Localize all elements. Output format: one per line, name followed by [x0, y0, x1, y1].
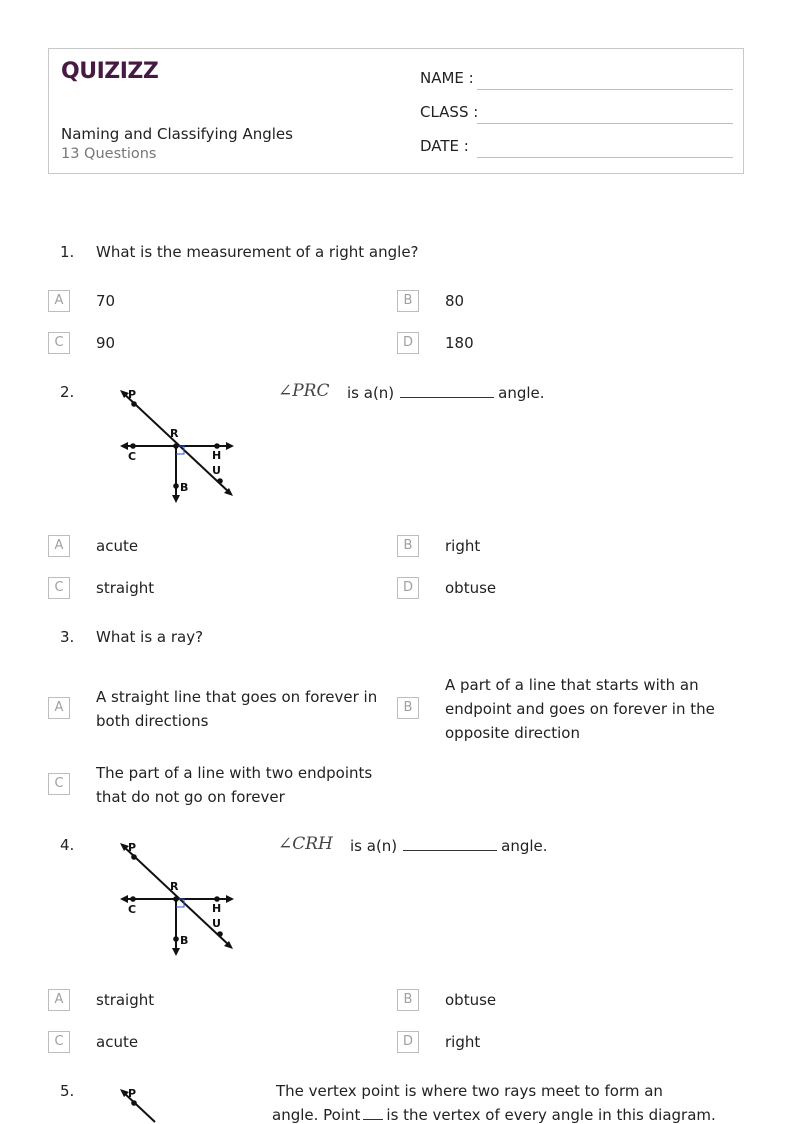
q2-label-h: H [212, 449, 222, 462]
q4-angle-expression: ∠CRH [278, 834, 333, 854]
q4-label-c: C [128, 903, 137, 916]
q1-option-b-box[interactable]: B [397, 290, 419, 312]
q5-blank [363, 1105, 383, 1120]
q4-sentence [350, 836, 548, 855]
q2-label-u: U [212, 464, 221, 477]
q5-text-pre: angle. Point [272, 1106, 361, 1124]
q4-option-c-box[interactable]: C [48, 1031, 70, 1053]
q2-label-r: R [170, 427, 179, 440]
q5-text-post: is the vertex of every angle in this diagram. [386, 1106, 716, 1124]
class-label: CLASS : [420, 103, 479, 121]
quizizz-logo: QUIZIZZ [61, 59, 159, 84]
date-label: DATE : [420, 137, 469, 155]
q2-sentence [347, 383, 545, 402]
q4-option-b-box[interactable]: B [397, 989, 419, 1011]
q4-option-d-box[interactable]: D [397, 1031, 419, 1053]
q4-option-a-text: straight [96, 991, 155, 1009]
q2-label-p: P [128, 388, 137, 401]
q2-option-d-text: obtuse [445, 579, 497, 597]
q2-option-b-text: right [445, 537, 481, 555]
q1-option-c-text: 90 [96, 334, 116, 352]
q4-option-b-text: obtuse [445, 991, 497, 1009]
question-1-text: What is the measurement of a right angle? [96, 243, 419, 261]
question-3-number: 3. [60, 628, 75, 646]
name-line [477, 89, 733, 90]
q1-option-c-box[interactable]: C [48, 332, 70, 354]
q4-label-p: P [128, 841, 137, 854]
question-3-text: What is a ray? [96, 628, 204, 646]
question-5-number: 5. [60, 1082, 75, 1100]
q5-label-p: P [128, 1087, 137, 1100]
q2-option-a-text: acute [96, 537, 139, 555]
q2-label-b: B [180, 481, 189, 494]
q1-option-a-box[interactable]: A [48, 290, 70, 312]
q2-text-post: angle. [498, 384, 545, 402]
q2-option-d-box[interactable]: D [397, 577, 419, 599]
q4-option-c-text: acute [96, 1033, 139, 1051]
q4-angle-diagram [110, 837, 240, 957]
q2-option-c-box[interactable]: C [48, 577, 70, 599]
q2-text-pre: is a(n) [347, 384, 395, 402]
question-count: 13 Questions [61, 146, 157, 162]
q1-option-d-text: 180 [445, 334, 474, 352]
q4-label-h: H [212, 902, 222, 915]
q2-angle-diagram [110, 384, 240, 504]
question-1-number: 1. [60, 243, 75, 261]
q4-text-pre: is a(n) [350, 837, 398, 855]
q4-label-u: U [212, 917, 221, 930]
q3-option-c-box[interactable]: C [48, 773, 70, 795]
q4-blank [403, 836, 497, 851]
q2-label-c: C [128, 450, 137, 463]
q1-option-a-text: 70 [96, 292, 116, 310]
q3-option-b-text: A part of a line that starts with an endpoint and goes on forever in the opposite direction [445, 676, 715, 742]
q3-option-a-text: A straight line that goes on forever in both directions [96, 688, 378, 730]
q5-angle-diagram [110, 1083, 170, 1123]
name-label: NAME : [420, 69, 474, 87]
worksheet-title: Naming and Classifying Angles [61, 125, 293, 143]
q4-label-b: B [180, 934, 189, 947]
q1-option-b-text: 80 [445, 292, 465, 310]
q2-angle-expression: ∠PRC [278, 381, 330, 401]
question-4-number: 4. [60, 836, 75, 854]
q3-option-b-box[interactable]: B [397, 697, 419, 719]
q3-option-c-text: The part of a line with two endpoints that do not go on forever [96, 764, 373, 806]
q1-option-d-box[interactable]: D [397, 332, 419, 354]
q4-option-d-text: right [445, 1033, 481, 1051]
q4-text-post: angle. [501, 837, 548, 855]
q4-option-a-box[interactable]: A [48, 989, 70, 1011]
class-line [477, 123, 733, 124]
q4-label-r: R [170, 880, 179, 893]
worksheet-header [48, 48, 744, 174]
q5-text-line2 [272, 1105, 716, 1124]
q2-option-a-box[interactable]: A [48, 535, 70, 557]
question-2-number: 2. [60, 383, 75, 401]
q5-text-line1: The vertex point is where two rays meet to form an [276, 1082, 663, 1100]
date-line [477, 157, 733, 158]
q2-option-b-box[interactable]: B [397, 535, 419, 557]
q2-blank [400, 383, 494, 398]
q2-option-c-text: straight [96, 579, 155, 597]
q3-option-a-box[interactable]: A [48, 697, 70, 719]
